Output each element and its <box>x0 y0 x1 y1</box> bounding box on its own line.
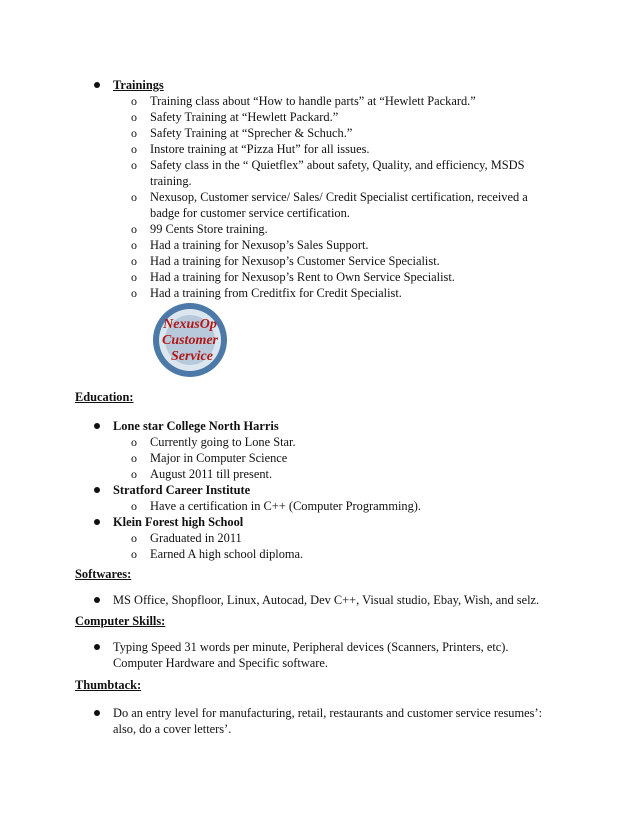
training-item: Safety Training at “Sprecher & Schuch.” <box>150 126 353 140</box>
logo-line2: Customer <box>161 333 219 348</box>
sub-bullet-icon: o <box>131 142 137 156</box>
computer-skills-heading: Computer Skills: <box>75 614 166 628</box>
school-detail: Currently going to Lone Star. <box>150 435 296 449</box>
sub-bullet-icon: o <box>131 286 137 300</box>
softwares-heading: Softwares: <box>75 567 132 581</box>
training-item: Had a training from Creditfix for Credit Specialist. <box>150 286 402 300</box>
sub-bullet-icon: o <box>131 94 137 108</box>
trainings-heading: Trainings <box>113 78 164 92</box>
school-detail: Earned A high school diploma. <box>150 547 304 561</box>
nexusop-badge-logo <box>130 301 250 379</box>
bullet-icon <box>94 644 100 650</box>
bullet-icon <box>94 487 100 493</box>
school-name: Klein Forest high School <box>113 515 244 529</box>
sub-bullet-icon: o <box>131 547 137 561</box>
sub-bullet-icon: o <box>131 435 137 449</box>
training-item: Safety Training at “Hewlett Packard.” <box>150 110 339 124</box>
sub-bullet-icon: o <box>131 126 137 140</box>
training-item: Had a training for Nexusop’s Sales Support. <box>150 238 369 252</box>
school-name: Stratford Career Institute <box>113 483 251 497</box>
sub-bullet-icon: o <box>131 451 137 465</box>
bullet-icon <box>94 710 100 716</box>
school-detail: Graduated in 2011 <box>150 531 242 545</box>
training-item: Safety class in the “ Quietflex” about safety, Quality, and efficiency, MSDS <box>150 158 525 172</box>
training-item-cont: training. <box>150 174 192 188</box>
sub-bullet-icon: o <box>131 467 137 481</box>
training-item-cont: badge for customer service certification. <box>150 206 350 220</box>
training-item: Nexusop, Customer service/ Sales/ Credit Specialist certification, received a <box>150 190 528 204</box>
sub-bullet-icon: o <box>131 222 137 236</box>
school-detail: Have a certification in C++ (Computer Programming). <box>150 499 422 513</box>
training-item: 99 Cents Store training. <box>150 222 268 236</box>
school-detail: August 2011 till present. <box>150 467 273 481</box>
thumbtack-line: also, do a cover letters’. <box>113 722 232 736</box>
sub-bullet-icon: o <box>131 110 137 124</box>
training-item: Had a training for Nexusop’s Customer Service Specialist. <box>150 254 440 268</box>
school-detail: Major in Computer Science <box>150 451 288 465</box>
bullet-icon <box>94 597 100 603</box>
logo-line3: Service <box>171 349 213 364</box>
training-item: Training class about “How to handle parts” at “Hewlett Packard.” <box>150 94 476 108</box>
computer-skills-line: Typing Speed 31 words per minute, Peripheral devices (Scanners, Printers, etc). <box>113 640 509 654</box>
sub-bullet-icon: o <box>131 254 137 268</box>
bullet-icon <box>94 519 100 525</box>
training-item: Had a training for Nexusop’s Rent to Own Service Specialist. <box>150 270 455 284</box>
training-item: Instore training at “Pizza Hut” for all issues. <box>150 142 370 156</box>
school-name: Lone star College North Harris <box>113 419 279 433</box>
computer-skills-line: Computer Hardware and Specific software. <box>113 656 329 670</box>
thumbtack-line: Do an entry level for manufacturing, retail, restaurants and customer service resumes’: <box>113 706 543 720</box>
sub-bullet-icon: o <box>131 270 137 284</box>
sub-bullet-icon: o <box>131 158 137 172</box>
sub-bullet-icon: o <box>131 531 137 545</box>
thumbtack-heading: Thumbtack: <box>75 678 142 692</box>
logo-line1: NexusOp <box>163 317 217 332</box>
sub-bullet-icon: o <box>131 499 137 513</box>
softwares-text: MS Office, Shopfloor, Linux, Autocad, Dev C++, Visual studio, Ebay, Wish, and selz. <box>113 593 540 607</box>
bullet-icon <box>94 82 100 88</box>
education-heading: Education: <box>75 390 134 404</box>
bullet-icon <box>94 423 100 429</box>
sub-bullet-icon: o <box>131 190 137 204</box>
sub-bullet-icon: o <box>131 238 137 252</box>
